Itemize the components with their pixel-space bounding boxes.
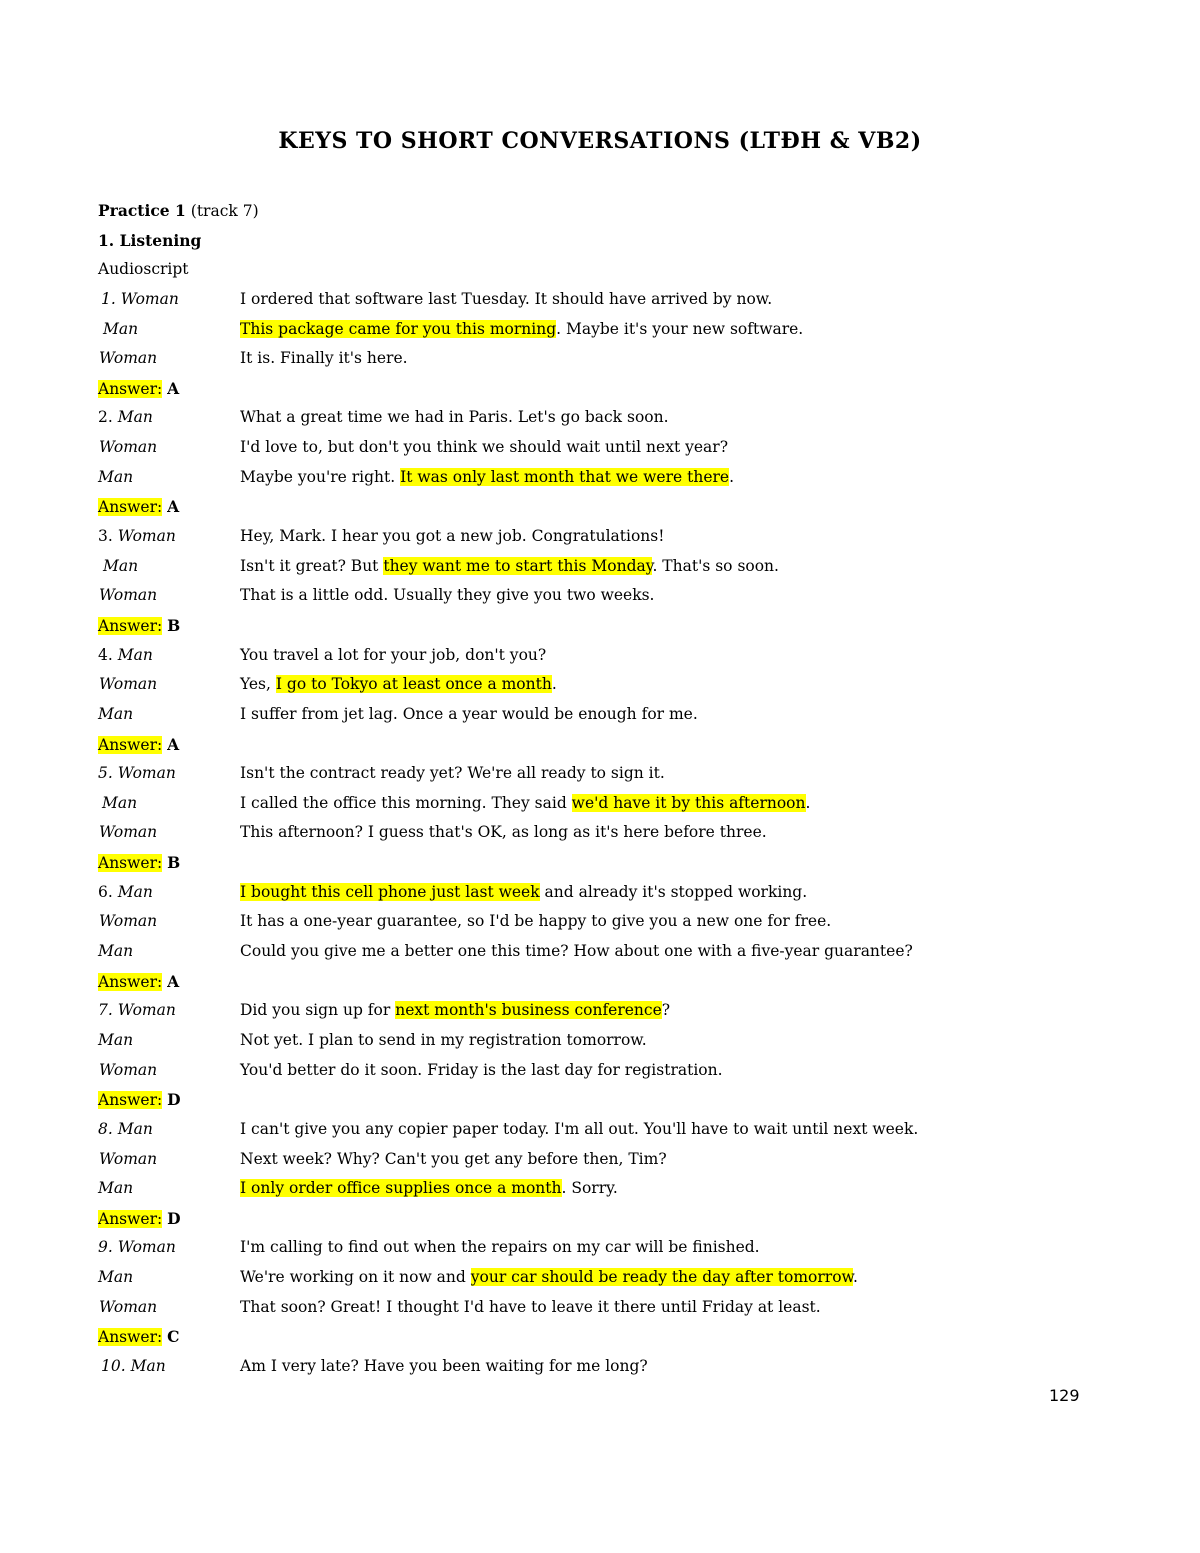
text-segment: . xyxy=(729,467,735,486)
speaker-name: Man xyxy=(98,1030,134,1049)
highlighted-phrase: I only order office supplies once a month xyxy=(240,1179,562,1198)
text-segment: Am I very late? Have you been waiting for me long? xyxy=(240,1356,648,1375)
dialogue-text xyxy=(240,996,670,1026)
dialogue-line xyxy=(98,641,1098,671)
dialogue-text xyxy=(240,581,654,611)
dialogue-line xyxy=(98,315,1098,345)
dialogue-line xyxy=(98,907,1098,937)
dialogue-line xyxy=(98,1026,1098,1056)
answer-label: Answer: xyxy=(98,498,163,517)
dialogue-line xyxy=(98,996,1098,1026)
text-segment: . xyxy=(852,1268,858,1287)
highlighted-phrase: This package came for you this morning xyxy=(240,319,557,338)
text-segment: You'd better do it soon. Friday is the last day for registration. xyxy=(240,1060,723,1079)
dialogue-line xyxy=(98,1352,1098,1382)
text-segment: . xyxy=(551,675,557,694)
dialogue-line xyxy=(98,1145,1098,1175)
text-segment: We're working on it now and xyxy=(240,1268,471,1287)
dialogue-line xyxy=(98,1233,1098,1263)
text-segment: This afternoon? I guess that's OK, as long as it's here before three. xyxy=(240,823,767,842)
text-segment: Maybe you're right. xyxy=(240,467,401,486)
speaker-label xyxy=(99,670,157,700)
page-title: KEYS TO SHORT CONVERSATIONS (LTĐH & VB2) xyxy=(278,128,922,154)
speaker-label xyxy=(99,581,157,611)
dialogue-line xyxy=(98,285,1098,315)
dialogue-line xyxy=(98,463,1098,493)
speaker-name: Man xyxy=(98,942,134,961)
text-segment: ? xyxy=(661,1001,671,1020)
answer-line xyxy=(98,730,1098,760)
speaker-label xyxy=(103,552,138,582)
answer-label: Answer: xyxy=(98,735,163,754)
dialogue-line xyxy=(98,1115,1098,1145)
speaker-label xyxy=(98,641,153,671)
answer-label: Answer: xyxy=(98,1209,163,1228)
highlighted-phrase: next month's business conference xyxy=(395,1001,662,1020)
dialogue-line xyxy=(98,878,1098,908)
item-number: 8. xyxy=(98,1119,118,1138)
conversation-list xyxy=(98,285,1098,1382)
text-segment: Next week? Why? Can't you get any before then, Tim? xyxy=(240,1149,667,1168)
dialogue-text xyxy=(240,1174,618,1204)
speaker-label xyxy=(98,403,153,433)
dialogue-text xyxy=(240,1026,647,1056)
dialogue-text xyxy=(240,315,803,345)
practice-label: Practice 1 xyxy=(98,201,186,220)
text-segment: I suffer from jet lag. Once a year would be enough for me. xyxy=(240,704,698,723)
speaker-label xyxy=(98,1174,133,1204)
audioscript-label: Audioscript xyxy=(98,260,189,279)
answer-line xyxy=(98,1322,1098,1352)
speaker-name: Woman xyxy=(99,1060,158,1079)
answer-line xyxy=(98,492,1098,522)
dialogue-text xyxy=(240,403,669,433)
dialogue-text xyxy=(240,907,831,937)
dialogue-text xyxy=(240,789,810,819)
speaker-name: Woman xyxy=(99,586,158,605)
dialogue-line xyxy=(98,522,1098,552)
answer-label: Answer: xyxy=(98,1328,163,1347)
dialogue-line xyxy=(98,789,1098,819)
dialogue-text xyxy=(240,552,779,582)
dialogue-line xyxy=(98,403,1098,433)
speaker-name: Man xyxy=(98,467,134,486)
speaker-name: Man xyxy=(103,319,139,338)
dialogue-line xyxy=(98,1293,1098,1323)
speaker-name: Woman xyxy=(99,1297,158,1316)
text-segment: I'd love to, but don't you think we should wait until next year? xyxy=(240,438,729,457)
dialogue-text xyxy=(240,1115,918,1145)
speaker-name: Woman xyxy=(120,289,179,308)
text-segment: Isn't it great? But xyxy=(240,556,384,575)
answer-line xyxy=(98,848,1098,878)
answer-value: A xyxy=(167,497,180,517)
speaker-label xyxy=(99,818,157,848)
speaker-label xyxy=(101,285,179,315)
answer-value: D xyxy=(167,1090,181,1110)
text-segment: . Sorry. xyxy=(561,1179,618,1198)
speaker-label xyxy=(98,1115,153,1145)
answer-value: A xyxy=(167,734,180,754)
answer-line xyxy=(98,1204,1098,1234)
text-segment: I ordered that software last Tuesday. It should have arrived by now. xyxy=(240,289,773,308)
text-segment: It is. Finally it's here. xyxy=(240,349,408,368)
speaker-name: Man xyxy=(102,793,138,812)
speaker-label xyxy=(99,344,157,374)
item-number: 9. xyxy=(98,1238,118,1257)
text-segment: I called the office this morning. They said xyxy=(240,793,572,812)
text-segment: That soon? Great! I thought I'd have to leave it there until Friday at least. xyxy=(240,1297,821,1316)
highlighted-phrase: I bought this cell phone just last week xyxy=(240,882,540,901)
speaker-label xyxy=(99,1145,157,1175)
highlighted-phrase: we'd have it by this afternoon xyxy=(571,793,806,812)
answer-label: Answer: xyxy=(98,379,163,398)
item-number: 5. xyxy=(98,764,118,783)
dialogue-text xyxy=(240,285,772,315)
dialogue-text xyxy=(240,433,728,463)
dialogue-text xyxy=(240,641,546,671)
speaker-label xyxy=(98,996,176,1026)
speaker-name: Man xyxy=(98,1268,134,1287)
speaker-label xyxy=(98,1233,176,1263)
answer-value: B xyxy=(167,615,181,635)
speaker-name: Woman xyxy=(117,1001,176,1020)
dialogue-line xyxy=(98,1263,1098,1293)
answer-line xyxy=(98,374,1098,404)
dialogue-text xyxy=(240,463,734,493)
text-segment: Could you give me a better one this time? How about one with a five-year guarantee? xyxy=(240,942,913,961)
answer-value: D xyxy=(167,1208,181,1228)
item-number: 2. xyxy=(98,408,118,427)
highlighted-phrase: I go to Tokyo at least once a month xyxy=(275,675,552,694)
speaker-name: Man xyxy=(117,882,153,901)
speaker-name: Man xyxy=(117,645,153,664)
dialogue-text xyxy=(240,700,698,730)
document-body xyxy=(98,196,1098,1382)
speaker-name: Woman xyxy=(117,527,176,546)
text-segment: . Maybe it's your new software. xyxy=(556,319,804,338)
speaker-label xyxy=(98,937,133,967)
text-segment: You travel a lot for your job, don't you? xyxy=(240,645,547,664)
item-number: 1. xyxy=(101,289,121,308)
speaker-label xyxy=(98,700,133,730)
dialogue-text xyxy=(240,522,664,552)
speaker-name: Man xyxy=(103,556,139,575)
dialogue-text xyxy=(240,1056,723,1086)
dialogue-line xyxy=(98,433,1098,463)
text-segment: Isn't the contract ready yet? We're all ready to sign it. xyxy=(240,764,665,783)
text-segment: I'm calling to find out when the repairs on my car will be finished. xyxy=(240,1238,760,1257)
dialogue-text xyxy=(240,670,557,700)
highlighted-phrase: It was only last month that we were there xyxy=(400,467,730,486)
speaker-name: Woman xyxy=(99,349,158,368)
item-number: 3. xyxy=(98,527,118,546)
item-number: 7. xyxy=(98,1001,118,1020)
speaker-name: Man xyxy=(130,1356,166,1375)
practice-heading xyxy=(98,196,1098,226)
speaker-label xyxy=(98,1026,133,1056)
highlighted-phrase: they want me to start this Monday xyxy=(383,556,653,575)
answer-label: Answer: xyxy=(98,616,163,635)
dialogue-line xyxy=(98,759,1098,789)
answer-line xyxy=(98,1085,1098,1115)
text-segment: That is a little odd. Usually they give you two weeks. xyxy=(240,586,655,605)
practice-track: (track 7) xyxy=(190,202,259,220)
speaker-name: Man xyxy=(117,1119,153,1138)
answer-value: C xyxy=(167,1327,180,1347)
dialogue-text xyxy=(240,1263,858,1293)
speaker-name: Woman xyxy=(117,1238,176,1257)
dialogue-line xyxy=(98,1174,1098,1204)
speaker-label xyxy=(103,315,138,345)
text-segment: Yes, xyxy=(240,675,276,694)
speaker-name: Woman xyxy=(99,823,158,842)
dialogue-line xyxy=(98,581,1098,611)
section-heading: 1. Listening xyxy=(98,230,202,250)
dialogue-line xyxy=(98,344,1098,374)
text-segment: It has a one-year guarantee, so I'd be happy to give you a new one for free. xyxy=(240,912,832,931)
dialogue-line xyxy=(98,670,1098,700)
speaker-name: Woman xyxy=(117,764,176,783)
dialogue-text xyxy=(240,1145,667,1175)
speaker-name: Woman xyxy=(99,438,158,457)
speaker-label xyxy=(98,522,176,552)
text-segment: Not yet. I plan to send in my registration tomorrow. xyxy=(240,1030,647,1049)
speaker-name: Woman xyxy=(99,912,158,931)
page-number: 129 xyxy=(1049,1386,1080,1405)
speaker-name: Man xyxy=(117,408,153,427)
dialogue-text xyxy=(240,818,767,848)
answer-value: A xyxy=(167,378,180,398)
speaker-label xyxy=(99,907,157,937)
dialogue-text xyxy=(240,759,665,789)
dialogue-line xyxy=(98,700,1098,730)
answer-label: Answer: xyxy=(98,972,163,991)
speaker-label xyxy=(98,878,153,908)
text-segment: What a great time we had in Paris. Let's go back soon. xyxy=(240,408,669,427)
item-number: 10. xyxy=(101,1356,131,1375)
dialogue-text xyxy=(240,878,807,908)
speaker-label xyxy=(102,789,137,819)
text-segment: I can't give you any copier paper today. I'm all out. You'll have to wait until next week. xyxy=(240,1119,919,1138)
speaker-label xyxy=(98,759,176,789)
text-segment: . That's so soon. xyxy=(652,556,779,575)
dialogue-text xyxy=(240,937,913,967)
text-segment: and already it's stopped working. xyxy=(539,882,808,901)
item-number: 6. xyxy=(98,882,118,901)
speaker-name: Woman xyxy=(99,675,158,694)
answer-value: B xyxy=(167,853,181,873)
dialogue-line xyxy=(98,1056,1098,1086)
speaker-name: Man xyxy=(98,704,134,723)
dialogue-text xyxy=(240,1233,760,1263)
speaker-label xyxy=(98,463,133,493)
text-segment: . xyxy=(805,793,811,812)
text-segment: Hey, Mark. I hear you got a new job. Congratulations! xyxy=(240,527,665,546)
speaker-label xyxy=(98,1263,133,1293)
text-segment: Did you sign up for xyxy=(240,1001,396,1020)
speaker-name: Man xyxy=(98,1179,134,1198)
speaker-name: Woman xyxy=(99,1149,158,1168)
answer-line xyxy=(98,611,1098,641)
speaker-label xyxy=(99,1293,157,1323)
dialogue-line xyxy=(98,937,1098,967)
answer-value: A xyxy=(167,971,180,991)
dialogue-line xyxy=(98,552,1098,582)
dialogue-text xyxy=(240,1293,821,1323)
speaker-label xyxy=(99,1056,157,1086)
answer-line xyxy=(98,967,1098,997)
dialogue-line xyxy=(98,818,1098,848)
highlighted-phrase: your car should be ready the day after tomorrow xyxy=(470,1268,853,1287)
dialogue-text xyxy=(240,1352,648,1382)
answer-label: Answer: xyxy=(98,1091,163,1110)
item-number: 4. xyxy=(98,645,118,664)
speaker-label xyxy=(101,1352,166,1382)
dialogue-text xyxy=(240,344,408,374)
speaker-label xyxy=(99,433,157,463)
answer-label: Answer: xyxy=(98,854,163,873)
